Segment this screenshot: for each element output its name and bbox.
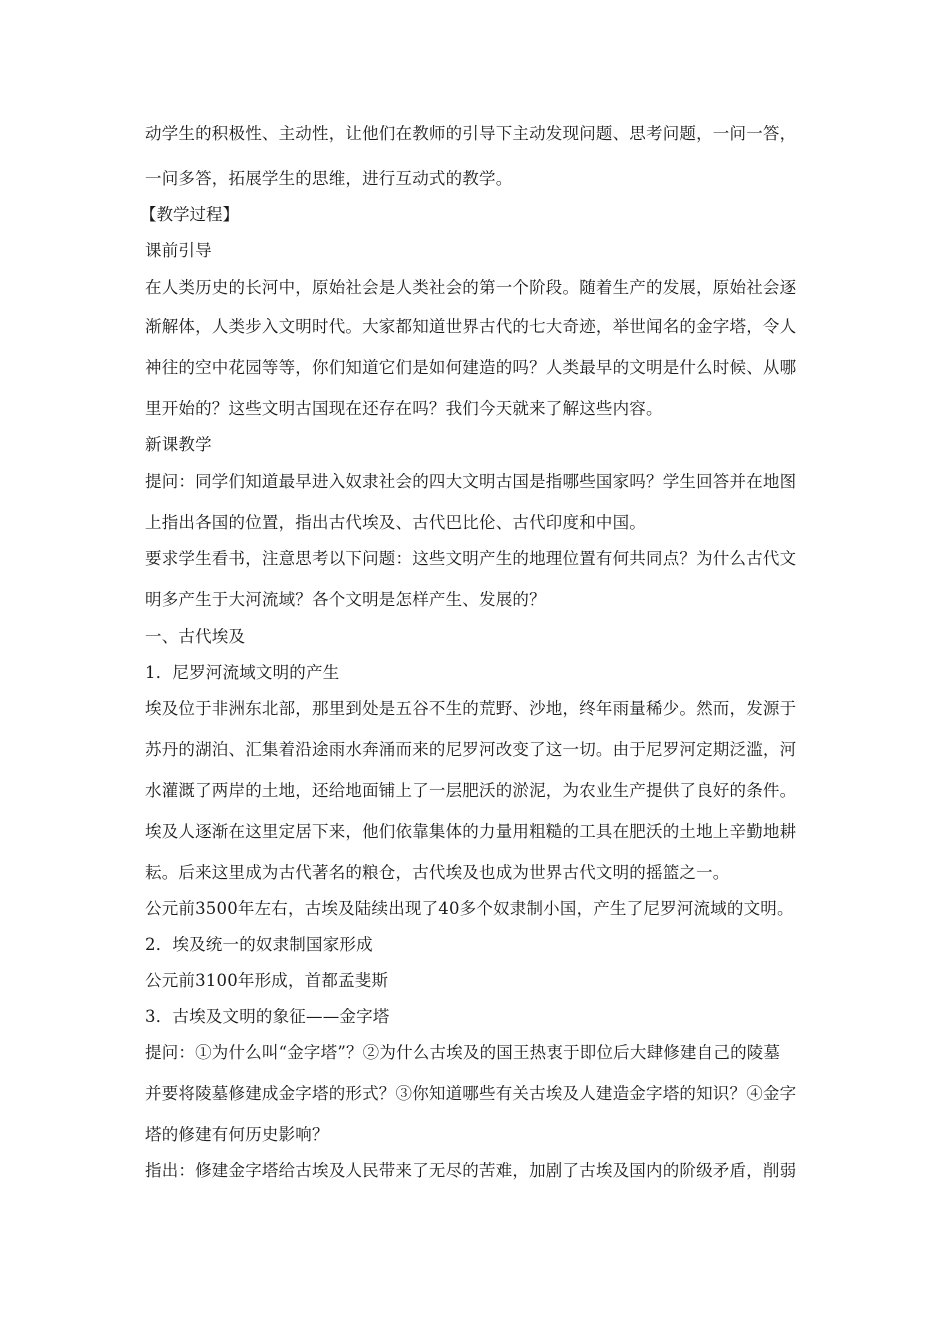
- subsection-heading: 3．古埃及文明的象征——金字塔: [145, 1007, 390, 1026]
- body-text-line: 埃及位于非洲东北部，那里到处是五谷不生的荒野、沙地，终年雨量稀少。然而，发源于: [145, 699, 797, 718]
- body-text-line: 苏丹的湖泊、汇集着沿途雨水奔涌而来的尼罗河改变了这一切。由于尼罗河定期泛滥，河: [145, 740, 797, 759]
- body-text-line: 要求学生看书，注意思考以下问题：这些文明产生的地理位置有何共同点？为什么古代文: [145, 549, 797, 568]
- body-text-line: 并要将陵墓修建成金字塔的形式？③你知道哪些有关古埃及人建造金字塔的知识？④金字: [145, 1084, 797, 1103]
- body-text-line: 塔的修建有何历史影响？: [145, 1125, 329, 1144]
- section-heading-ancient-egypt: 一、古代埃及: [145, 627, 246, 646]
- body-text-line: 神往的空中花园等等，你们知道它们是如何建造的吗？人类最早的文明是什么时候、从哪: [145, 358, 797, 377]
- section-heading-teaching-process: 【教学过程】: [140, 205, 239, 224]
- section-heading-new-lesson: 新课教学: [145, 435, 212, 454]
- body-text-line: 耘。后来这里成为古代著名的粮仓，古代埃及也成为世界古代文明的摇篮之一。: [145, 863, 730, 882]
- body-text-line: 上指出各国的位置，指出古代埃及、古代巴比伦、古代印度和中国。: [145, 513, 646, 532]
- subsection-heading: 2．埃及统一的奴隶制国家形成: [145, 935, 373, 954]
- body-text-line: 公元前3100年形成，首都孟斐斯: [145, 971, 389, 990]
- body-text-line: 一问多答，拓展学生的思维，进行互动式的教学。: [145, 169, 513, 188]
- subsection-heading: 1．尼罗河流域文明的产生: [145, 663, 340, 682]
- body-text-line: 里开始的？这些文明古国现在还存在吗？我们今天就来了解这些内容。: [145, 399, 663, 418]
- body-text-line: 渐解体，人类步入文明时代。大家都知道世界古代的七大奇迹，举世闻名的金字塔，令人: [145, 317, 797, 336]
- body-text-line: 公元前3500年左右，古埃及陆续出现了40多个奴隶制小国，产生了尼罗河流域的文明。: [145, 899, 794, 918]
- body-text-line: 明多产生于大河流域？各个文明是怎样产生、发展的？: [145, 590, 546, 609]
- section-heading-pre-class: 课前引导: [145, 241, 212, 260]
- body-text-line: 水灌溉了两岸的土地，还给地面铺上了一层肥沃的淤泥，为农业生产提供了良好的条件。: [145, 781, 797, 800]
- body-text-line: 指出：修建金字塔给古埃及人民带来了无尽的苦难，加剧了古埃及国内的阶级矛盾，削弱: [145, 1161, 797, 1180]
- body-text-line: 动学生的积极性、主动性，让他们在教师的引导下主动发现问题、思考问题，一问一答，: [145, 124, 797, 143]
- body-text-line: 在人类历史的长河中，原始社会是人类社会的第一个阶段。随着生产的发展，原始社会逐: [145, 278, 797, 297]
- body-text-line: 提问：①为什么叫“金字塔”？②为什么古埃及的国王热衷于即位后大肆修建自己的陵墓: [145, 1043, 781, 1062]
- body-text-line: 提问：同学们知道最早进入奴隶社会的四大文明古国是指哪些国家吗？学生回答并在地图: [145, 472, 797, 491]
- body-text-line: 埃及人逐渐在这里定居下来，他们依靠集体的力量用粗糙的工具在肥沃的土地上辛勤地耕: [145, 822, 797, 841]
